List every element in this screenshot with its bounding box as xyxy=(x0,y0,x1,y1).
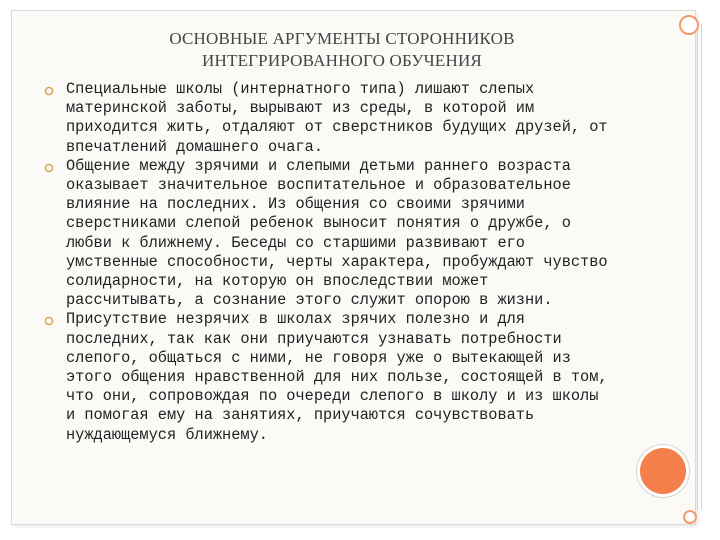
bullet-item-3 xyxy=(44,310,614,444)
circle-bullet-icon xyxy=(44,316,54,326)
bullet-text: Специальные школы (интернатного типа) лишают слепых материнской заботы, вырывают из среды, в которой им приходится жить, отдаляют от сверстников будущих друзей, от впечатлений домашнего очага. xyxy=(66,80,608,156)
decorative-circle-orange xyxy=(640,448,686,494)
rail-line-right xyxy=(701,24,702,510)
decorative-rail xyxy=(694,10,706,524)
circle-bullet-icon xyxy=(44,163,54,173)
bullet-text: Присутствие незрячих в школах зрячих полезно и для последних, так как они приучаются узнавать потребности слепого, общаться с ними, не говоря уже о вытекающей из этого общения нравственной для них пользе, состоящей в том, что они, сопровождая по очереди слепого в школу и из школы и помогая ему на занятиях, приучаются сочувствовать нуждающемуся ближнему. xyxy=(66,310,608,444)
bullet-item-2 xyxy=(44,157,614,311)
circle-bullet-icon xyxy=(44,86,54,96)
rail-line-left xyxy=(697,24,698,510)
bullet-item-1 xyxy=(44,80,614,157)
bullet-list xyxy=(44,80,614,445)
bullet-text: Общение между зрячими и слепыми детьми раннего возраста оказывает значительное воспитательное и образовательное влияние на последних. Из общения со своими зрячими сверстниками слепой ребенок выносит понятия о дружбе, о любви к ближнему. Беседы со старшими развивают его умственные способности, черты характера, пробуждают чувство солидарности, на которую он впоследствии может рассчитывать, а сознание этого служит опорою в жизни. xyxy=(66,156,608,310)
slide-title: ОСНОВНЫЕ АРГУМЕНТЫ СТОРОННИКОВ ИНТЕГРИРОВАННОГО ОБУЧЕНИЯ xyxy=(169,29,515,70)
decorative-circle-top xyxy=(679,15,699,35)
decorative-circle-bottom xyxy=(683,510,697,524)
